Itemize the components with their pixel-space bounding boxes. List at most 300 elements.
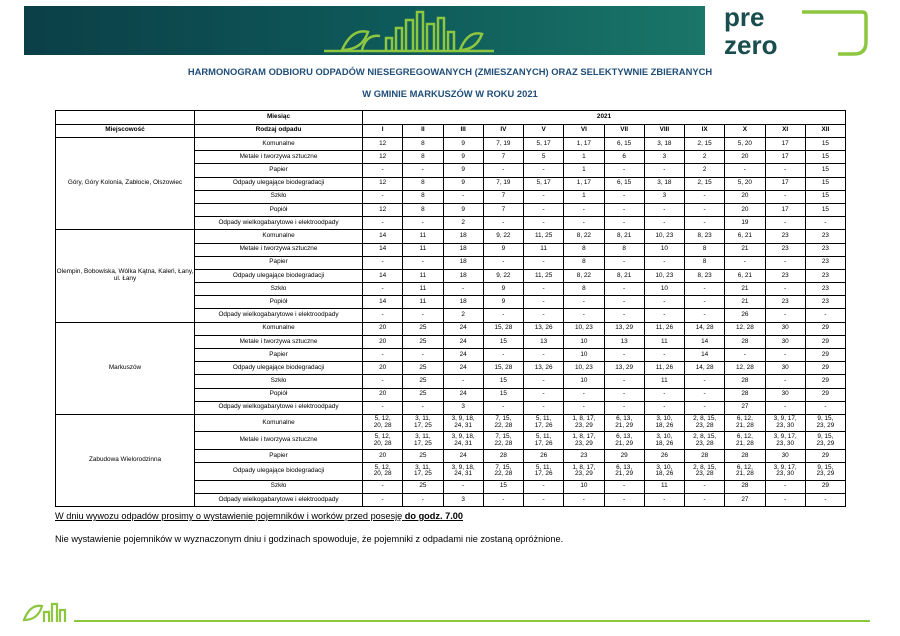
pickup-date-cell: 10, 23: [564, 362, 604, 375]
pickup-date-cell: -: [443, 375, 483, 388]
pickup-date-cell: 8, 21: [604, 230, 644, 243]
pickup-date-cell: 8, 22: [564, 269, 604, 282]
waste-type-cell: Szkło: [195, 480, 363, 493]
pickup-date-cell: 25: [403, 322, 443, 335]
pickup-date-cell: 17: [765, 138, 805, 151]
pickup-date-cell: 3, 18: [644, 138, 684, 151]
pickup-date-cell: -: [604, 493, 644, 506]
pickup-date-cell: 23: [805, 256, 845, 269]
location-column-header: Miejscowość: [56, 124, 195, 138]
pickup-date-cell: 14: [685, 335, 725, 348]
waste-type-cell: Popiół: [195, 388, 363, 401]
waste-type-cell: Komunalne: [195, 322, 363, 335]
pickup-date-cell: 11, 26: [644, 362, 684, 375]
pickup-date-cell: 1: [564, 164, 604, 177]
pickup-date-cell: 15: [805, 190, 845, 203]
pickup-date-cell: 3, 9, 17, 23, 30: [765, 432, 805, 450]
pickup-date-cell: -: [524, 493, 564, 506]
pickup-date-cell: 2: [443, 309, 483, 322]
pickup-date-cell: 2, 15: [685, 177, 725, 190]
pickup-date-cell: 1, 17: [564, 177, 604, 190]
pickup-date-cell: 11: [403, 296, 443, 309]
pickup-date-cell: -: [725, 164, 765, 177]
pickup-date-cell: 3, 11, 17, 25: [403, 432, 443, 450]
pickup-date-cell: 15: [483, 388, 523, 401]
pickup-date-cell: -: [604, 164, 644, 177]
pickup-date-cell: 3, 10, 18, 26: [644, 463, 684, 481]
waste-type-cell: Odpady wielkogabarytowe i elektroodpady: [195, 401, 363, 414]
pickup-date-cell: 21: [725, 243, 765, 256]
pickup-date-cell: 3, 9, 18, 24, 31: [443, 432, 483, 450]
pickup-date-cell: 9, 15, 23, 29: [805, 414, 845, 432]
pickup-date-cell: -: [483, 256, 523, 269]
table-row: [56, 322, 846, 335]
pickup-date-cell: 27: [725, 401, 765, 414]
pickup-date-cell: 10: [564, 335, 604, 348]
pickup-date-cell: 8: [403, 138, 443, 151]
pickup-date-cell: 3, 11, 17, 25: [403, 414, 443, 432]
pickup-date-cell: 29: [805, 388, 845, 401]
pickup-date-cell: 11: [403, 269, 443, 282]
pickup-date-cell: -: [644, 164, 684, 177]
pickup-date-cell: 29: [805, 349, 845, 362]
pickup-date-cell: 29: [604, 449, 644, 462]
pickup-date-cell: -: [564, 401, 604, 414]
pickup-date-cell: 11, 26: [644, 322, 684, 335]
pickup-date-cell: 5, 17: [524, 177, 564, 190]
pickup-date-cell: 10, 23: [564, 322, 604, 335]
pickup-date-cell: 23: [805, 243, 845, 256]
schedule-table: [55, 110, 846, 507]
pickup-date-cell: 23: [765, 269, 805, 282]
pickup-date-cell: 8: [403, 177, 443, 190]
pickup-date-cell: 9, 15, 23, 29: [805, 432, 845, 450]
footer-leaf-icon: [22, 594, 74, 624]
pickup-date-cell: -: [685, 401, 725, 414]
pickup-date-cell: 13, 29: [604, 362, 644, 375]
pickup-date-cell: -: [685, 203, 725, 216]
pickup-date-cell: -: [564, 309, 604, 322]
pickup-date-cell: 25: [403, 375, 443, 388]
pickup-date-cell: 11: [644, 480, 684, 493]
pickup-date-cell: 30: [765, 449, 805, 462]
pickup-date-cell: -: [604, 388, 644, 401]
waste-type-cell: Odpady wielkogabarytowe i elektroodpady: [195, 493, 363, 506]
pickup-date-cell: 24: [443, 322, 483, 335]
pickup-date-cell: 14: [363, 296, 403, 309]
pickup-date-cell: 18: [443, 296, 483, 309]
pickup-date-cell: 30: [765, 335, 805, 348]
pickup-date-cell: -: [604, 256, 644, 269]
pickup-date-cell: 9, 22: [483, 230, 523, 243]
month-header: II: [403, 124, 443, 138]
pickup-date-cell: 13, 29: [604, 322, 644, 335]
pickup-date-cell: 27: [725, 493, 765, 506]
pickup-date-cell: -: [564, 493, 604, 506]
pickup-date-cell: -: [363, 401, 403, 414]
pickup-date-cell: 8: [564, 243, 604, 256]
pickup-date-cell: 21: [725, 296, 765, 309]
pickup-date-cell: 10: [564, 480, 604, 493]
waste-type-cell: Szkło: [195, 375, 363, 388]
pickup-date-cell: 26: [524, 449, 564, 462]
month-header: V: [524, 124, 564, 138]
pickup-date-cell: 18: [443, 269, 483, 282]
pickup-date-cell: 30: [765, 322, 805, 335]
header-row-columns: [56, 124, 846, 138]
pickup-date-cell: 9: [443, 164, 483, 177]
pickup-date-cell: 21: [725, 283, 765, 296]
location-cell: Markuszów: [56, 322, 195, 414]
pickup-date-cell: 9: [443, 151, 483, 164]
pickup-date-cell: 11: [524, 243, 564, 256]
pickup-date-cell: -: [685, 375, 725, 388]
pickup-date-cell: 1: [564, 190, 604, 203]
waste-type-cell: Odpady ulegające biodegradacji: [195, 269, 363, 282]
pickup-date-cell: -: [443, 480, 483, 493]
pickup-date-cell: -: [765, 283, 805, 296]
pickup-date-cell: -: [685, 480, 725, 493]
pickup-date-cell: 6, 12, 21, 28: [725, 432, 765, 450]
table-row: [56, 414, 846, 432]
pickup-date-cell: 20: [363, 362, 403, 375]
pickup-date-cell: -: [524, 164, 564, 177]
waste-type-cell: Szkło: [195, 190, 363, 203]
pickup-date-cell: 19: [725, 217, 765, 230]
pickup-date-cell: 6, 15: [604, 138, 644, 151]
pickup-date-cell: 14, 28: [685, 322, 725, 335]
pickup-date-cell: 7, 15, 22, 28: [483, 463, 523, 481]
pickup-date-cell: -: [805, 309, 845, 322]
pickup-date-cell: 23: [765, 296, 805, 309]
pickup-date-cell: 25: [403, 388, 443, 401]
pickup-date-cell: 14: [363, 269, 403, 282]
pickup-date-cell: 28: [725, 375, 765, 388]
pickup-date-cell: 6, 21: [725, 269, 765, 282]
pickup-date-cell: -: [483, 493, 523, 506]
waste-type-cell: Papier: [195, 256, 363, 269]
waste-type-cell: Szkło: [195, 283, 363, 296]
logo-text-pre: pre: [724, 2, 765, 32]
note-text: W dniu wywozu odpadów prosimy o wystawienie pojemników i worków przed posesję: [55, 511, 405, 521]
pickup-date-cell: 12: [363, 138, 403, 151]
month-header: VIII: [644, 124, 684, 138]
pickup-date-cell: 3, 11, 17, 25: [403, 463, 443, 481]
pickup-date-cell: 9, 15, 23, 29: [805, 463, 845, 481]
pickup-date-cell: -: [604, 217, 644, 230]
waste-type-cell: Komunalne: [195, 414, 363, 432]
pickup-date-cell: -: [443, 190, 483, 203]
pickup-date-cell: -: [524, 309, 564, 322]
pickup-date-cell: 14: [363, 230, 403, 243]
pickup-date-cell: -: [604, 480, 644, 493]
pickup-date-cell: 29: [805, 322, 845, 335]
pickup-date-cell: 18: [443, 256, 483, 269]
pickup-date-cell: 8: [685, 243, 725, 256]
pickup-date-cell: 20: [363, 388, 403, 401]
document-title: HARMONOGRAM ODBIORU ODPADÓW NIESEGREGOWANYCH (ZMIESZANYCH) ORAZ SELEKTYWNIE ZBIERANYCH: [187, 66, 713, 77]
pickup-date-cell: -: [564, 203, 604, 216]
waste-type-cell: Popiół: [195, 296, 363, 309]
pickup-date-cell: 25: [403, 480, 443, 493]
pickup-date-cell: 12, 28: [725, 362, 765, 375]
pickup-date-cell: 2, 15: [685, 138, 725, 151]
pickup-date-cell: 24: [443, 449, 483, 462]
pickup-date-cell: 5: [524, 151, 564, 164]
pickup-date-cell: 6, 15: [604, 177, 644, 190]
pickup-date-cell: -: [765, 256, 805, 269]
pickup-date-cell: 6, 13, 21, 29: [604, 463, 644, 481]
pickup-date-cell: 23: [564, 449, 604, 462]
pickup-date-cell: 23: [805, 296, 845, 309]
pickup-date-cell: 24: [443, 362, 483, 375]
pickup-date-cell: 12, 28: [725, 322, 765, 335]
pickup-date-cell: -: [765, 309, 805, 322]
pickup-date-cell: 18: [443, 243, 483, 256]
pickup-date-cell: 6, 12, 21, 28: [725, 414, 765, 432]
pickup-date-cell: 15: [805, 177, 845, 190]
pickup-date-cell: 9: [483, 296, 523, 309]
document-subtitle: W GMINIE MARKUSZÓW W ROKU 2021: [362, 88, 538, 99]
pickup-date-cell: 11: [644, 375, 684, 388]
pickup-date-cell: 13: [604, 335, 644, 348]
pickup-date-cell: 7, 15, 22, 28: [483, 432, 523, 450]
year-label: 2021: [363, 111, 846, 125]
pickup-date-cell: -: [685, 388, 725, 401]
skyline-leaf-graphic: [24, 6, 705, 55]
pickup-date-cell: 3, 9, 18, 24, 31: [443, 414, 483, 432]
location-cell: Góry, Góry Kolonia, Zabłocie, Olszowiec: [56, 138, 195, 230]
pickup-date-cell: 26: [725, 309, 765, 322]
pickup-date-cell: 8: [564, 256, 604, 269]
pickup-date-cell: -: [604, 190, 644, 203]
pickup-date-cell: -: [524, 480, 564, 493]
pickup-date-cell: 7, 19: [483, 177, 523, 190]
pickup-date-cell: -: [524, 256, 564, 269]
pickup-date-cell: 14, 28: [685, 362, 725, 375]
pickup-date-cell: 8, 23: [685, 230, 725, 243]
month-header: III: [443, 124, 483, 138]
pickup-date-cell: -: [524, 217, 564, 230]
pickup-date-cell: 1, 8, 17, 23, 29: [564, 463, 604, 481]
pickup-date-cell: -: [403, 164, 443, 177]
pickup-date-cell: -: [765, 190, 805, 203]
pickup-date-cell: 29: [805, 362, 845, 375]
pickup-date-cell: 11, 25: [524, 230, 564, 243]
pickup-date-cell: 6, 13, 21, 29: [604, 414, 644, 432]
pickup-date-cell: -: [765, 401, 805, 414]
header-banner: [24, 6, 705, 55]
month-label: Miesiąc: [195, 111, 363, 125]
waste-type-cell: Popiół: [195, 203, 363, 216]
pickup-date-cell: 9: [483, 283, 523, 296]
note-warning: Nie wystawienie pojemników w wyznaczonym dniu i godzinach spowoduje, że pojemniki z odpadami nie zostaną opróżnione.: [55, 534, 564, 544]
pickup-date-cell: 7: [483, 190, 523, 203]
pickup-date-cell: -: [403, 309, 443, 322]
pickup-date-cell: 1, 17: [564, 138, 604, 151]
pickup-date-cell: -: [564, 388, 604, 401]
month-header: IX: [685, 124, 725, 138]
pickup-date-cell: -: [363, 164, 403, 177]
pickup-date-cell: 2: [443, 217, 483, 230]
pickup-date-cell: 8: [604, 243, 644, 256]
pickup-date-cell: 28: [725, 449, 765, 462]
pickup-date-cell: -: [524, 401, 564, 414]
pickup-date-cell: 9: [443, 138, 483, 151]
pickup-date-cell: -: [644, 203, 684, 216]
pickup-date-cell: 23: [765, 230, 805, 243]
pickup-date-cell: 2, 8, 15, 23, 28: [685, 432, 725, 450]
pickup-date-cell: -: [765, 349, 805, 362]
pickup-date-cell: -: [524, 190, 564, 203]
pickup-date-cell: -: [483, 164, 523, 177]
pickup-date-cell: 25: [403, 335, 443, 348]
pickup-date-cell: -: [805, 217, 845, 230]
pickup-date-cell: 23: [805, 283, 845, 296]
pickup-date-cell: 23: [765, 243, 805, 256]
pickup-date-cell: 17: [765, 151, 805, 164]
pickup-date-cell: 5, 12, 20, 28: [363, 432, 403, 450]
pickup-date-cell: 28: [685, 449, 725, 462]
pickup-date-cell: 29: [805, 449, 845, 462]
waste-type-cell: Metale i tworzywa sztuczne: [195, 335, 363, 348]
pickup-date-cell: -: [483, 217, 523, 230]
pickup-date-cell: 14: [685, 349, 725, 362]
pickup-date-cell: 8, 23: [685, 269, 725, 282]
pickup-date-cell: -: [685, 217, 725, 230]
pickup-date-cell: 9: [483, 243, 523, 256]
pickup-date-cell: 6: [604, 151, 644, 164]
pickup-date-cell: -: [363, 375, 403, 388]
month-header: VI: [564, 124, 604, 138]
pickup-date-cell: -: [564, 217, 604, 230]
pickup-date-cell: 6, 12, 21, 28: [725, 463, 765, 481]
pickup-date-cell: -: [403, 217, 443, 230]
pickup-date-cell: -: [443, 283, 483, 296]
pickup-date-cell: 2, 8, 15, 23, 28: [685, 463, 725, 481]
pickup-date-cell: -: [644, 296, 684, 309]
pickup-date-cell: -: [363, 349, 403, 362]
waste-type-cell: Odpady ulegające biodegradacji: [195, 362, 363, 375]
pickup-date-cell: 9, 22: [483, 269, 523, 282]
pickup-date-cell: 15, 28: [483, 362, 523, 375]
pickup-date-cell: 11: [403, 230, 443, 243]
pickup-date-cell: 11: [644, 335, 684, 348]
pickup-date-cell: 1: [564, 151, 604, 164]
month-header: VII: [604, 124, 644, 138]
pickup-date-cell: 18: [443, 230, 483, 243]
pickup-date-cell: -: [363, 256, 403, 269]
pickup-date-cell: 5, 20: [725, 138, 765, 151]
waste-type-cell: Odpady ulegające biodegradacji: [195, 463, 363, 481]
pickup-date-cell: -: [765, 217, 805, 230]
pickup-date-cell: 13: [524, 335, 564, 348]
pickup-date-cell: 30: [765, 362, 805, 375]
pickup-date-cell: -: [604, 203, 644, 216]
pickup-date-cell: -: [765, 493, 805, 506]
pickup-date-cell: -: [403, 349, 443, 362]
pickup-date-cell: 23: [805, 269, 845, 282]
pickup-date-cell: 15: [805, 151, 845, 164]
pickup-date-cell: 15: [805, 138, 845, 151]
pickup-date-cell: 3: [644, 190, 684, 203]
pickup-date-cell: -: [524, 375, 564, 388]
pickup-date-cell: 13, 26: [524, 322, 564, 335]
location-cell: Olempin, Bobowiska, Wólka Kątna, Kaleń, Łany, ul. Łany: [56, 230, 195, 322]
pickup-date-cell: 9: [443, 203, 483, 216]
pickup-date-cell: 9: [443, 177, 483, 190]
pickup-date-cell: 10: [644, 283, 684, 296]
pickup-date-cell: 3, 9, 17, 23, 30: [765, 463, 805, 481]
pickup-date-cell: 7: [483, 203, 523, 216]
pickup-date-cell: 15: [483, 375, 523, 388]
pickup-date-cell: -: [363, 283, 403, 296]
pickup-date-cell: -: [604, 375, 644, 388]
pickup-date-cell: 17: [765, 177, 805, 190]
pickup-date-cell: 12: [363, 151, 403, 164]
waste-type-cell: Odpady wielkogabarytowe i elektroodpady: [195, 309, 363, 322]
pickup-date-cell: 30: [765, 388, 805, 401]
waste-type-cell: Komunalne: [195, 138, 363, 151]
pickup-date-cell: -: [524, 349, 564, 362]
waste-type-cell: Metale i tworzywa sztuczne: [195, 151, 363, 164]
footer-line: [74, 620, 870, 622]
pickup-date-cell: 11: [403, 243, 443, 256]
pickup-date-cell: -: [685, 296, 725, 309]
pickup-date-cell: 3, 10, 18, 26: [644, 414, 684, 432]
pickup-date-cell: -: [604, 296, 644, 309]
waste-type-cell: Papier: [195, 164, 363, 177]
month-header: I: [363, 124, 403, 138]
header-blank: [56, 111, 195, 125]
pickup-date-cell: -: [483, 349, 523, 362]
pickup-date-cell: 28: [725, 335, 765, 348]
pickup-date-cell: 15: [805, 164, 845, 177]
pickup-date-cell: 24: [443, 349, 483, 362]
pickup-date-cell: -: [644, 388, 684, 401]
pickup-date-cell: -: [524, 203, 564, 216]
pickup-date-cell: 5, 12, 20, 28: [363, 463, 403, 481]
pickup-date-cell: -: [363, 309, 403, 322]
pickup-date-cell: 14: [363, 243, 403, 256]
pickup-date-cell: -: [685, 309, 725, 322]
pickup-date-cell: 7, 19: [483, 138, 523, 151]
pickup-date-cell: 8: [564, 283, 604, 296]
pickup-date-cell: 12: [363, 177, 403, 190]
pickup-date-cell: -: [685, 190, 725, 203]
month-header: IV: [483, 124, 523, 138]
pickup-date-cell: -: [725, 256, 765, 269]
pickup-date-cell: 20: [725, 151, 765, 164]
table-row: [56, 138, 846, 151]
pickup-date-cell: 2: [685, 164, 725, 177]
pickup-date-cell: 24: [443, 388, 483, 401]
pickup-date-cell: -: [644, 349, 684, 362]
pickup-date-cell: 3, 9, 17, 23, 30: [765, 414, 805, 432]
pickup-date-cell: -: [765, 375, 805, 388]
pickup-date-cell: -: [524, 388, 564, 401]
pickup-date-cell: 2, 8, 15, 23, 28: [685, 414, 725, 432]
pickup-date-cell: 15: [483, 335, 523, 348]
location-cell: Zabudowa Wielorodzinna: [56, 414, 195, 506]
waste-type-cell: Odpady ulegające biodegradacji: [195, 177, 363, 190]
waste-type-cell: Komunalne: [195, 230, 363, 243]
pickup-date-cell: 5, 11, 17, 26: [524, 432, 564, 450]
pickup-date-cell: 12: [363, 203, 403, 216]
pickup-date-cell: 10: [564, 375, 604, 388]
pickup-date-cell: 8: [685, 256, 725, 269]
pickup-date-cell: -: [363, 190, 403, 203]
